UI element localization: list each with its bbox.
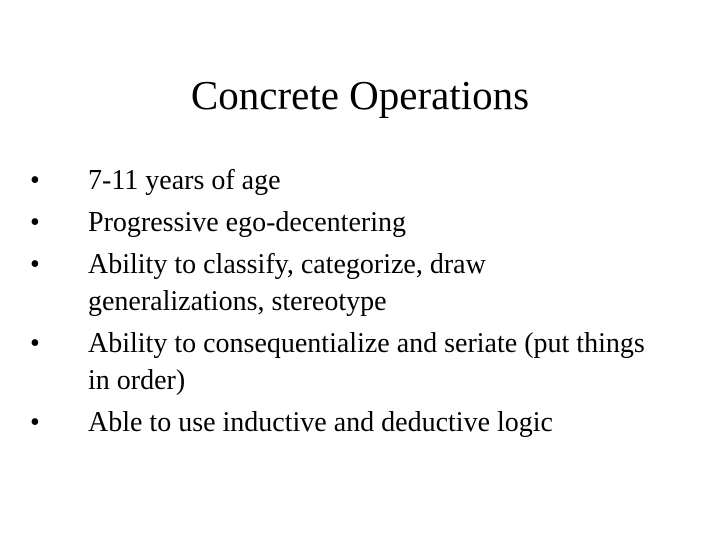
list-item <box>28 246 708 320</box>
list-item <box>28 162 708 199</box>
bullet-text: Ability to classify, categorize, draw generalizations, stereotype <box>88 249 486 317</box>
bullet-icon: • <box>30 207 40 238</box>
bullet-text: 7-11 years of age <box>88 165 281 196</box>
bullet-list <box>28 162 708 446</box>
list-item <box>28 404 708 441</box>
slide-title: Concrete Operations <box>190 72 530 118</box>
bullet-text: Able to use inductive and deductive logic <box>88 407 553 438</box>
list-item <box>28 325 708 399</box>
list-item <box>28 204 708 241</box>
bullet-icon: • <box>30 165 40 196</box>
bullet-icon: • <box>30 328 40 359</box>
bullet-text: Ability to consequentialize and seriate (put things in order) <box>88 328 645 396</box>
bullet-icon: • <box>30 407 40 438</box>
bullet-icon: • <box>30 249 40 280</box>
bullet-text: Progressive ego-decentering <box>88 207 406 238</box>
